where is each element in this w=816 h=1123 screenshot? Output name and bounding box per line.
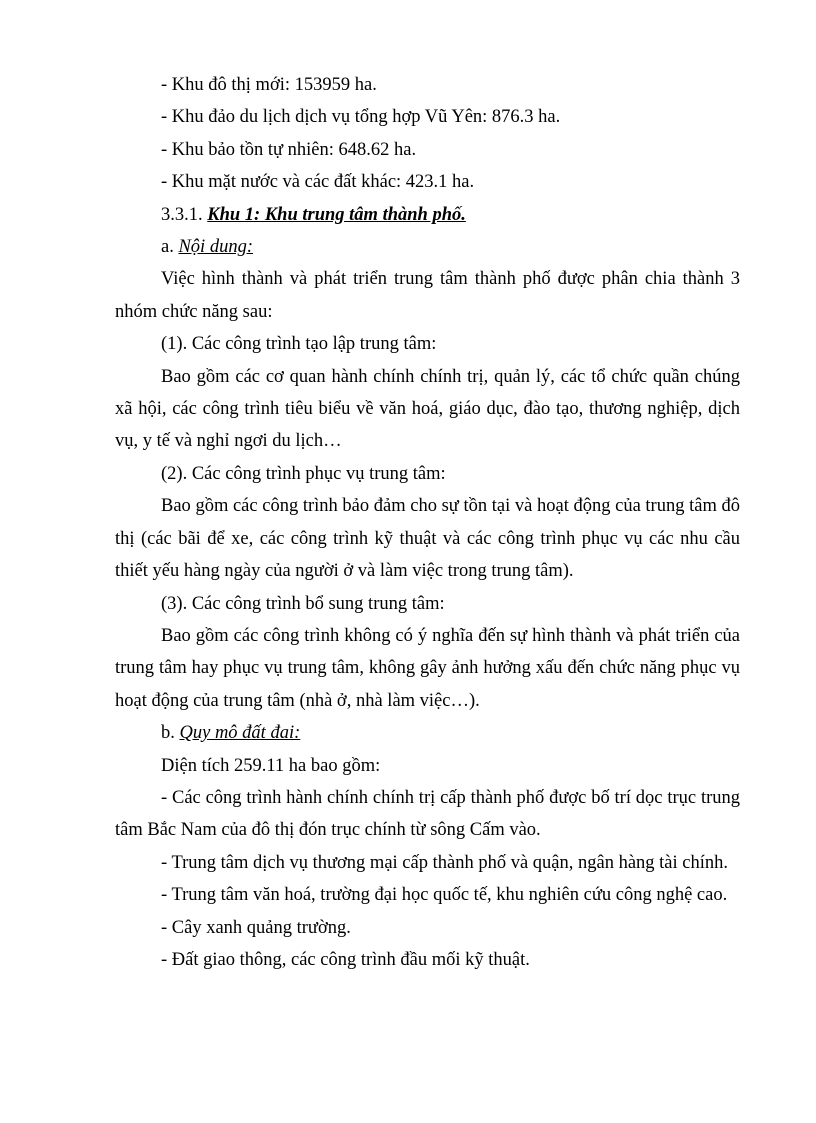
item-3-text: Bao gồm các công trình không có ý nghĩa đến sự hình thành và phát triển của trung tâm hay phục vụ trung tâm, không gây ảnh hưởng xấu đến chức năng phục vụ hoạt động của trung tâm (nhà ở, nhà làm việc…).	[115, 625, 740, 711]
item-2-title: (2). Các công trình phục vụ trung tâm:	[161, 463, 446, 484]
subheading-a-prefix: a.	[161, 237, 179, 258]
area-summary: Diện tích 259.11 ha bao gồm:	[161, 755, 381, 776]
land-use-line-vu-yen: - Khu đảo du lịch dịch vụ tổng hợp Vũ Yên: 876.3 ha.	[161, 107, 561, 128]
list-item-commercial: - Trung tâm dịch vụ thương mại cấp thành phố và quận, ngân hàng tài chính.	[161, 852, 729, 873]
item-1-text: Bao gồm các cơ quan hành chính chính trị, quản lý, các tổ chức quần chúng xã hội, các công trình tiêu biểu về văn hoá, giáo dục, đào tạo, thương nghiệp, dịch vụ, y tế và nghỉ ngơi du lịch…	[115, 366, 740, 452]
subheading-b-prefix: b.	[161, 723, 180, 744]
section-title: Khu 1: Khu trung tâm thành phố.	[207, 204, 466, 225]
list-item-greenery: - Cây xanh quảng trường.	[161, 917, 351, 938]
subheading-a-label: Nội dung:	[178, 237, 253, 258]
paragraph-intro: Việc hình thành và phát triển trung tâm thành phố được phân chia thành 3 nhóm chức năng sau:	[115, 269, 740, 322]
item-1-title: (1). Các công trình tạo lập trung tâm:	[161, 334, 437, 355]
document-body	[115, 69, 740, 976]
item-3-title: (3). Các công trình bổ sung trung tâm:	[161, 593, 445, 614]
land-use-line-nature-reserve: - Khu bảo tồn tự nhiên: 648.62 ha.	[161, 139, 417, 160]
list-item-infrastructure: - Đất giao thông, các công trình đầu mối kỹ thuật.	[161, 949, 530, 970]
land-use-line-new-urban: - Khu đô thị mới: 153959 ha.	[161, 75, 377, 95]
land-use-line-water-surface: - Khu mặt nước và các đất khác: 423.1 ha.	[161, 172, 475, 193]
item-2-text: Bao gồm các công trình bảo đảm cho sự tồn tại và hoạt động của trung tâm đô thị (các bãi để xe, các công trình kỹ thuật và các công trình phục vụ các nhu cầu thiết yếu hàng ngày của người ở và làm việc trong trung tâm).	[115, 496, 740, 582]
list-item-culture: - Trung tâm văn hoá, trường đại học quốc tế, khu nghiên cứu công nghệ cao.	[161, 885, 728, 906]
section-heading	[115, 199, 740, 231]
list-item-administrative: - Các công trình hành chính chính trị cấp thành phố được bố trí dọc trục trung tâm Bắc Nam của đô thị đón trục chính từ sông Cấm vào.	[115, 787, 740, 841]
subheading-a	[115, 231, 740, 263]
subheading-b-label: Quy mô đất đai:	[179, 723, 301, 744]
subheading-b	[115, 717, 740, 749]
section-number: 3.3.1.	[161, 204, 208, 225]
